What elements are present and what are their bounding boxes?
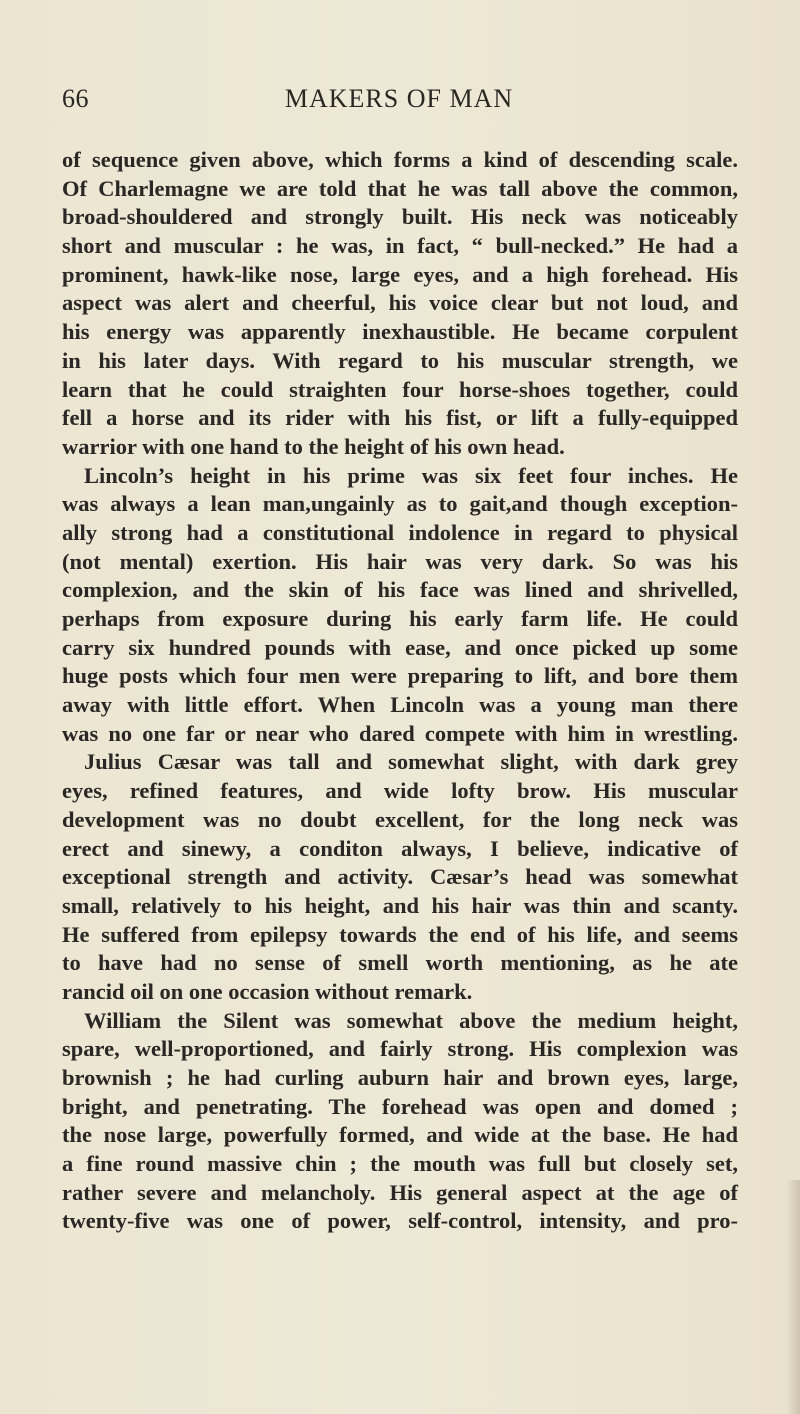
text-line: complexion, and the skin of his face was lined and shrivelled, <box>62 577 738 603</box>
running-head: MAKERS OF MAN <box>284 84 514 113</box>
text-line: aspect was alert and cheerful, his voice clear but not loud, and <box>62 290 738 316</box>
text-line: rather severe and melancholy. His general aspect at the age of <box>62 1179 738 1205</box>
text-line: fell a horse and its rider with his fist, or lift a fully-equipped <box>62 405 738 431</box>
text-line: ally strong had a constitutional indolence in regard to physical <box>62 519 738 545</box>
text-line: prominent, hawk-like nose, large eyes, and a high forehead. His <box>62 261 738 287</box>
page-edge-shadow <box>786 1180 800 1414</box>
text-line: away with little effort. When Lincoln was a young man there <box>62 692 738 718</box>
text-line: development was no doubt excellent, for the long neck was <box>62 806 738 832</box>
text-line: He suffered from epilepsy towards the end of his life, and seems <box>62 921 738 947</box>
body-text <box>62 146 738 1236</box>
text-line: short and muscular : he was, in fact, “ bull-necked.” He had a <box>62 233 738 259</box>
paragraph-start: William the Silent was somewhat above the medium height, <box>84 1007 738 1033</box>
text-line: eyes, refined features, and wide lofty brow. His muscular <box>62 778 738 804</box>
text-line: to have had no sense of smell worth mentioning, as he ate <box>62 950 738 976</box>
text-line: his energy was apparently inexhaustible. He became corpulent <box>62 319 738 345</box>
text-line: of sequence given above, which forms a kind of descending scale. <box>62 147 738 172</box>
text-line: a fine round massive chin ; the mouth was full but closely set, <box>62 1151 738 1177</box>
page-number: 66 <box>62 84 89 113</box>
text-line: twenty-five was one of power, self-control, intensity, and pro- <box>62 1208 738 1234</box>
text-line: brownish ; he had curling auburn hair and brown eyes, large, <box>62 1065 738 1090</box>
text-line: exceptional strength and activity. Cæsar’s head was somewhat <box>62 864 738 890</box>
text-line: erect and sinewy, a conditon always, I believe, indicative of <box>62 835 738 861</box>
text-line: was always a lean man,ungainly as to gait,and though exception- <box>62 491 738 517</box>
text-line: small, relatively to his height, and his hair was thin and scanty. <box>62 892 738 918</box>
text-line: the nose large, powerfully formed, and wide at the base. He had <box>62 1122 738 1148</box>
text-line: in his later days. With regard to his muscular strength, we <box>62 347 738 373</box>
text-line: rancid oil on one occasion without remark. <box>62 978 473 1004</box>
text-line: (not mental) exertion. His hair was very dark. So was his <box>62 548 738 574</box>
text-line: was no one far or near who dared compete with him in wrestling. <box>62 720 738 746</box>
text-line: bright, and penetrating. The forehead was open and domed ; <box>62 1093 738 1119</box>
text-line: perhaps from exposure during his early farm life. He could <box>62 606 738 631</box>
text-line: learn that he could straighten four horse-shoes together, could <box>62 376 738 402</box>
text-line: spare, well-proportioned, and fairly strong. His complexion was <box>62 1036 738 1062</box>
paragraph-start: Lincoln’s height in his prime was six feet four inches. He <box>84 462 738 488</box>
paragraph-start: Julius Cæsar was tall and somewhat slight, with dark grey <box>84 749 738 775</box>
text-line: huge posts which four men were preparing to lift, and bore them <box>62 663 738 689</box>
text-line: carry six hundred pounds with ease, and once picked up some <box>62 634 738 660</box>
text-line: Of Charlemagne we are told that he was tall above the common, <box>62 175 738 201</box>
text-line: warrior with one hand to the height of his own head. <box>62 433 565 459</box>
page-header <box>62 84 736 120</box>
text-line: broad-shouldered and strongly built. His neck was noticeably <box>62 204 738 230</box>
